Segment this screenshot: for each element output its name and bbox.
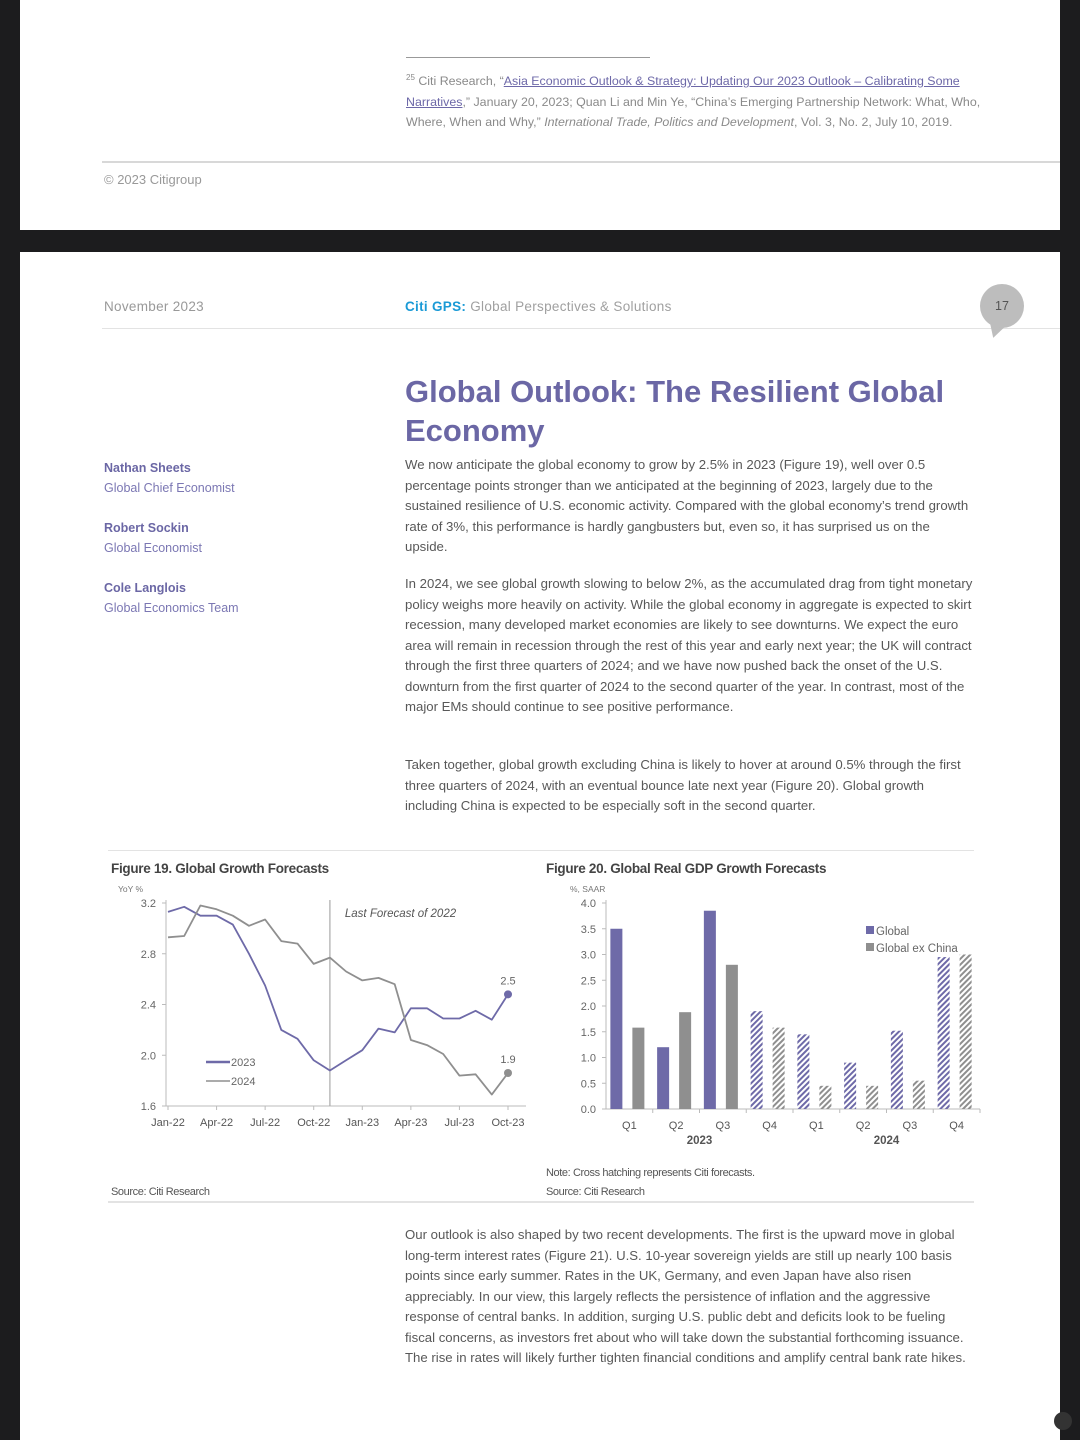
y-tick-label: 1.5 [580, 1026, 596, 1039]
year-group-label: 2024 [873, 1135, 900, 1147]
figure-20-title: Figure 20. Global Real GDP Growth Forecasts [546, 861, 827, 876]
y-axis-label: %, SAAR [570, 884, 606, 894]
page-number-badge: 17 [980, 284, 1024, 328]
bar-global-ex-china [960, 955, 972, 1110]
y-tick-label: 0.0 [580, 1104, 596, 1116]
footnote-number: 25 [406, 73, 415, 82]
bar-global [751, 1011, 763, 1109]
copyright: © 2023 Citigroup [104, 172, 202, 187]
article-title: Global Outlook: The Resilient Global Economy [405, 374, 945, 448]
brand-subtitle: Global Perspectives & Solutions [466, 299, 672, 314]
bar-global-ex-china [773, 1028, 785, 1109]
legend-label: Global ex China [876, 943, 958, 955]
footnote-link[interactable]: Asia Economic Outlook & Strategy: Updating Our 2023 Outlook – Calibrating Some Narratives [406, 74, 960, 109]
bar-global-ex-china [679, 1012, 691, 1109]
x-tick-label: Q2 [855, 1120, 871, 1132]
body-paragraph: We now anticipate the global economy to grow by 2.5% in 2023 (Figure 19), well over 0.5 percentage points stronger than we anticipated at the beginning of 2023, largely due to the sustained resilience of U.S. economic activity. Compared with the global economy’s trend growth rate of 3%, this performance is hardly gangbusters but, even so, it has surprised us on the upside. [405, 457, 969, 554]
x-tick-label: Q4 [762, 1120, 777, 1132]
year-group-label: 2023 [686, 1135, 713, 1147]
legend-label: 2024 [231, 1076, 256, 1088]
author [104, 458, 364, 498]
author-role: Global Economist [104, 541, 202, 555]
x-tick-label: Q1 [622, 1120, 637, 1132]
bar-global-ex-china [632, 1028, 644, 1109]
end-point-2023 [504, 990, 512, 998]
y-tick-label: 2.0 [580, 1001, 596, 1013]
y-tick-label: 3.2 [140, 898, 156, 910]
x-tick-label: Apr-22 [200, 1117, 234, 1129]
y-tick-label: 2.4 [140, 999, 156, 1012]
body-paragraph: In 2024, we see global growth slowing to below 2%, as the accumulated drag from tight monetary policy weighs more heavily on activity. While the global economy in aggregate is expected to skirt recession, many developed market economies are likely to see downturns. We expect the euro area will remain in recession through the rest of this year and early next year; the UK will contract through the first three quarters of 2024; and we have now pushed back the onset of the U.S. downturn from the first quarter of 2024 to the second quarter of the year. In contrast, most of the major EMs should continue to see positive performance. [405, 576, 973, 714]
x-tick-label: Jul-23 [444, 1117, 475, 1129]
x-tick-label: Apr-23 [394, 1117, 428, 1129]
x-tick-label: Q3 [902, 1120, 918, 1132]
author [104, 518, 364, 558]
bar-global [657, 1047, 669, 1109]
header-date: November 2023 [104, 299, 204, 314]
figure-20-source: Source: Citi Research [546, 1186, 645, 1198]
previous-page [20, 0, 1060, 230]
footnote [406, 68, 986, 133]
x-tick-label: Q4 [949, 1120, 964, 1132]
footnote-divider [406, 57, 650, 58]
y-tick-label: 3.5 [580, 923, 596, 936]
x-tick-label: Oct-22 [297, 1117, 331, 1129]
bar-global [891, 1031, 903, 1109]
y-tick-label: 1.0 [580, 1052, 596, 1065]
author-name: Cole Langlois [104, 581, 186, 595]
end-point-2024 [504, 1069, 512, 1077]
footnote-text: , Vol. 3, No. 2, July 10, 2019. [793, 115, 953, 130]
author-name: Robert Sockin [104, 521, 189, 535]
y-tick-label: 3.0 [580, 949, 596, 962]
bar-global [704, 911, 716, 1109]
y-tick-label: 0.5 [580, 1078, 596, 1091]
y-axis-label: YoY % [118, 884, 144, 894]
author-name: Nathan Sheets [104, 461, 191, 475]
legend-swatch [866, 943, 874, 951]
data-label: 1.9 [500, 1054, 516, 1067]
x-tick-label: Jan-23 [345, 1117, 380, 1129]
annotation-label: Last Forecast of 2022 [344, 908, 457, 920]
x-tick-label: Jan-22 [151, 1117, 185, 1129]
bar-global [938, 957, 950, 1109]
footnote-journal: International Trade, Politics and Development [544, 115, 794, 130]
body-paragraph: Taken together, global growth excluding China is likely to hover at around 0.5% through the first three quarters of 2024, with an eventual bounce late next year (Figure 20). Global growth including China is expected to be especially soft in the second quarter. [405, 757, 961, 813]
figure-20-note: Note: Cross hatching represents Citi forecasts. [546, 1167, 755, 1179]
footnote-text: ,” January 20, 2023; Quan Li and Min Ye, “China’s Emerging Partnership Network: What, Who, Where, When and Why,” [406, 94, 981, 130]
y-tick-label: 2.0 [140, 1050, 156, 1063]
figure-19-source: Source: Citi Research [111, 1186, 210, 1198]
y-tick-label: 2.5 [580, 975, 596, 988]
author [104, 578, 364, 618]
bar-global [844, 1063, 856, 1109]
author-role: Global Economics Team [104, 601, 239, 615]
data-label: 2.5 [500, 975, 516, 988]
y-tick-label: 2.8 [140, 948, 156, 961]
header-divider [102, 328, 1060, 329]
scroll-indicator[interactable] [1054, 1412, 1072, 1430]
x-tick-label: Q2 [668, 1120, 684, 1132]
author-role: Global Chief Economist [104, 481, 235, 495]
x-tick-label: Jul-22 [250, 1117, 281, 1129]
y-tick-label: 1.6 [140, 1101, 156, 1113]
y-tick-label: 4.0 [580, 898, 596, 910]
bar-global-ex-china [819, 1086, 831, 1109]
bar-global-ex-china [913, 1081, 925, 1109]
bar-global [797, 1034, 809, 1109]
figure-divider [108, 1201, 974, 1203]
bar-global-ex-china [726, 965, 738, 1109]
bar-global [610, 929, 622, 1109]
footnote-text: Citi Research, “ [414, 74, 504, 89]
figure-divider [108, 850, 974, 851]
legend-label: Global [876, 926, 910, 938]
figure-19-title: Figure 19. Global Growth Forecasts [111, 861, 329, 876]
bar-global-ex-china [866, 1086, 878, 1109]
x-tick-label: Q3 [715, 1120, 731, 1132]
figure-19-line-chart [108, 880, 528, 1140]
current-page [20, 252, 1060, 1440]
brand-logo: Citi GPS: [405, 299, 467, 314]
author-list [104, 458, 364, 638]
footer-divider [102, 161, 1060, 163]
series-line-2023 [168, 907, 508, 1071]
header-brand [405, 299, 672, 314]
body-paragraph: Our outlook is also shaped by two recent developments. The first is the upward move in global long-term interest rates (Figure 21). U.S. 10-year sovereign yields are still up nearly 100 basis points since early summer. Rates in the UK, Germany, and even Japan have also risen appreciably. In our view, this largely reflects the persistence of inflation and the aggressive response of central banks. In addition, surging U.S. public debt and deficits look to be fueling fiscal concerns, as investors fret about who will take down the substantial forthcoming issuance. The rise in rates will likely further tighten financial conditions and amplify central bank rate hikes. [405, 1227, 966, 1365]
x-tick-label: Q1 [809, 1120, 824, 1132]
legend-label: 2023 [231, 1057, 256, 1069]
x-tick-label: Oct-23 [491, 1117, 525, 1129]
figure-20-bar-chart [540, 880, 980, 1150]
legend-swatch [866, 926, 874, 934]
